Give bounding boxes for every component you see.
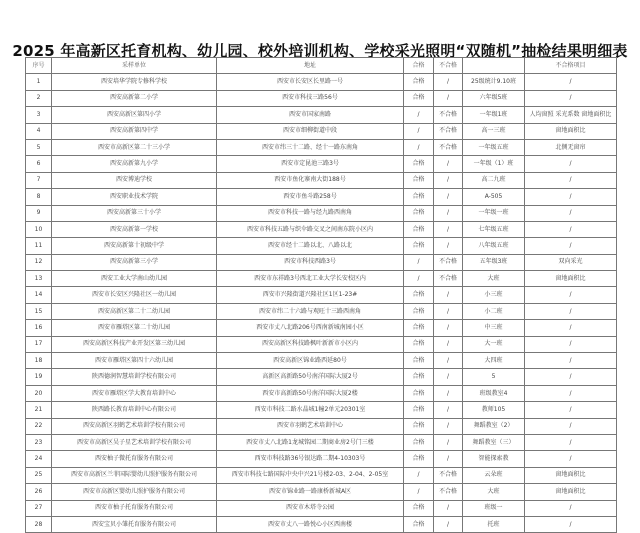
table-row <box>26 254 617 270</box>
address: 西安市定昆池三路3号 <box>217 156 404 172</box>
table-row <box>26 369 617 385</box>
sampling-unit: 西安高新第四中学 <box>52 123 217 139</box>
table-row <box>26 271 617 287</box>
fail-items: / <box>525 336 617 352</box>
sampling-location: 八年级五班 <box>463 238 525 254</box>
address: 西安市科技三路56号 <box>217 90 404 106</box>
address: 西安市科技五路与织伞路交叉之间南东院小区内 <box>217 221 404 237</box>
address: 西安市长安区长里路一号 <box>217 74 404 90</box>
sampling-unit: 西安培华学院专修科学校 <box>52 74 217 90</box>
pass-mark: 合格 <box>404 189 434 205</box>
pass-mark: 合格 <box>404 516 434 532</box>
row-number: 25 <box>26 467 52 483</box>
fail-items: / <box>525 418 617 434</box>
pass-mark: 合格 <box>404 353 434 369</box>
fail-mark: / <box>434 238 463 254</box>
sampling-unit: 西安市高新区婴幼儿照护服务有限公司 <box>52 484 217 500</box>
pass-mark: 合格 <box>404 385 434 401</box>
row-number: 20 <box>26 385 52 401</box>
row-number: 14 <box>26 287 52 303</box>
address: 高新区高新路50号南洋国际大厦2号 <box>217 369 404 385</box>
pass-mark: 合格 <box>404 451 434 467</box>
sampling-location: 小二班 <box>463 303 525 319</box>
header-address: 地址 <box>217 58 404 74</box>
sampling-unit: 西安高新第二小学 <box>52 90 217 106</box>
pass-mark: 合格 <box>404 287 434 303</box>
sampling-unit: 西安市雁塔区学大教育培训中心 <box>52 385 217 401</box>
table-row <box>26 320 617 336</box>
table-row <box>26 156 617 172</box>
sampling-unit: 陕西路长教育培训中心有限公司 <box>52 402 217 418</box>
fail-mark: / <box>434 320 463 336</box>
address: 西安市国家南路 <box>217 107 404 123</box>
sampling-location: 一年级五班 <box>463 139 525 155</box>
row-number: 12 <box>26 254 52 270</box>
row-number: 3 <box>26 107 52 123</box>
fail-mark: / <box>434 90 463 106</box>
sampling-location: 班级教室4 <box>463 385 525 401</box>
sampling-unit: 西安市雁塔区第四十六幼儿园 <box>52 353 217 369</box>
fail-items: 人均窗照 采光系数 窗地面积比 <box>525 107 617 123</box>
header-fail-items: 不合格项目 <box>525 58 617 74</box>
table-row <box>26 500 617 516</box>
row-number: 8 <box>26 189 52 205</box>
fail-items: / <box>525 172 617 188</box>
fail-items: / <box>525 353 617 369</box>
pass-mark: 合格 <box>404 238 434 254</box>
sampling-location: 五年级3班 <box>463 254 525 270</box>
pass-mark: 合格 <box>404 172 434 188</box>
fail-mark: / <box>434 353 463 369</box>
address: 西安市鱼化寨南大街188号 <box>217 172 404 188</box>
fail-items: / <box>525 205 617 221</box>
pass-mark: 合格 <box>404 74 434 90</box>
sampling-unit: 西安工业大学南山幼儿园 <box>52 271 217 287</box>
row-number: 11 <box>26 238 52 254</box>
address: 西安市鱼斗路258号 <box>217 189 404 205</box>
pass-mark: / <box>404 107 434 123</box>
fail-items: 北侧无窗帘 <box>525 139 617 155</box>
fail-items: / <box>525 500 617 516</box>
sampling-unit: 西安市高新区兰菲国际婴幼儿照护服务有限公司 <box>52 467 217 483</box>
header-no: 序号 <box>26 58 52 74</box>
row-number: 6 <box>26 156 52 172</box>
address: 西安高新区科技路枫叶新新市小区内 <box>217 336 404 352</box>
fail-items: / <box>525 189 617 205</box>
row-number: 4 <box>26 123 52 139</box>
fail-items: 窗地面积比 <box>525 271 617 287</box>
table-row <box>26 402 617 418</box>
row-number: 2 <box>26 90 52 106</box>
address: 西安市科技西路3号 <box>217 254 404 270</box>
pass-mark: / <box>404 139 434 155</box>
sampling-location: 舞蹈教室（三） <box>463 434 525 450</box>
sampling-unit: 西安市雁塔区第二十幼儿园 <box>52 320 217 336</box>
row-number: 10 <box>26 221 52 237</box>
address: 西安市丈八一路悦心小区西南楼 <box>217 516 404 532</box>
sampling-unit: 西安市高新区吴子星艺术培训学校有限公司 <box>52 434 217 450</box>
table-row <box>26 123 617 139</box>
sampling-unit: 西安柚子微托育服务有限公司 <box>52 451 217 467</box>
row-number: 24 <box>26 451 52 467</box>
address: 西安市科技二路水晶城1幢2单元20301室 <box>217 402 404 418</box>
table-row <box>26 139 617 155</box>
pass-mark: 合格 <box>404 500 434 516</box>
fail-items: / <box>525 402 617 418</box>
pass-mark: 合格 <box>404 336 434 352</box>
fail-mark: / <box>434 74 463 90</box>
table-row <box>26 107 617 123</box>
address: 西安市锦业路一路康桥新城A区 <box>217 484 404 500</box>
table-row <box>26 238 617 254</box>
table-header-row <box>26 58 617 74</box>
sampling-unit: 西安高新第三小学 <box>52 254 217 270</box>
row-number: 1 <box>26 74 52 90</box>
fail-mark: 不合格 <box>434 484 463 500</box>
row-number: 15 <box>26 303 52 319</box>
fail-mark: / <box>434 369 463 385</box>
row-number: 9 <box>26 205 52 221</box>
fail-items: / <box>525 369 617 385</box>
sampling-location: 中三班 <box>463 320 525 336</box>
fail-mark: / <box>434 418 463 434</box>
header-fail: 不合格 <box>434 58 463 74</box>
sampling-unit: 西安高新第一学校 <box>52 221 217 237</box>
row-number: 18 <box>26 353 52 369</box>
table-row <box>26 90 617 106</box>
pass-mark: 合格 <box>404 90 434 106</box>
row-number: 7 <box>26 172 52 188</box>
row-number: 5 <box>26 139 52 155</box>
sampling-location: 教师105 <box>463 402 525 418</box>
address: 西安高新区锦业路西延80号 <box>217 353 404 369</box>
row-number: 26 <box>26 484 52 500</box>
table-row <box>26 189 617 205</box>
fail-mark: / <box>434 189 463 205</box>
fail-mark: / <box>434 434 463 450</box>
row-number: 17 <box>26 336 52 352</box>
fail-mark: / <box>434 221 463 237</box>
row-number: 13 <box>26 271 52 287</box>
sampling-unit: 西安市长安区兴隆社区一幼儿园 <box>52 287 217 303</box>
fail-items: / <box>525 303 617 319</box>
table-row <box>26 172 617 188</box>
fail-items: / <box>525 451 617 467</box>
fail-items: / <box>525 287 617 303</box>
sampling-location: 舞蹈教室（2） <box>463 418 525 434</box>
pass-mark: 合格 <box>404 205 434 221</box>
table-row <box>26 336 617 352</box>
fail-items: 窗地面积比 <box>525 467 617 483</box>
fail-mark: / <box>434 287 463 303</box>
pass-mark: 合格 <box>404 320 434 336</box>
fail-mark: 不合格 <box>434 271 463 287</box>
table-row <box>26 287 617 303</box>
address: 西安市纬二十六路与观旺十三路西南角 <box>217 303 404 319</box>
sampling-unit: 西安高新区羽鹤艺术培训学校有限公司 <box>52 418 217 434</box>
address: 西安市木塔寺公园 <box>217 500 404 516</box>
sampling-unit: 西安宝贝小雏托育服务有限公司 <box>52 516 217 532</box>
sampling-unit: 西安高新区第二十二幼儿园 <box>52 303 217 319</box>
table-row <box>26 74 617 90</box>
fail-mark: 不合格 <box>434 139 463 155</box>
fail-mark: / <box>434 205 463 221</box>
row-number: 27 <box>26 500 52 516</box>
sampling-location: 大四班 <box>463 353 525 369</box>
fail-items: / <box>525 434 617 450</box>
row-number: 22 <box>26 418 52 434</box>
header-pass: 合格 <box>404 58 434 74</box>
sampling-location: 大班 <box>463 271 525 287</box>
pass-mark: 合格 <box>404 402 434 418</box>
fail-mark: / <box>434 336 463 352</box>
pass-mark: / <box>404 467 434 483</box>
sampling-unit: 西安市高新区第二十三小学 <box>52 139 217 155</box>
sampling-location: 智能探索教 <box>463 451 525 467</box>
fail-mark: 不合格 <box>434 467 463 483</box>
address: 西安市羽鹤艺术培训中心 <box>217 418 404 434</box>
pass-mark: / <box>404 123 434 139</box>
row-number: 28 <box>26 516 52 532</box>
pass-mark: / <box>404 254 434 270</box>
fail-items: 双向采光 <box>525 254 617 270</box>
table-row <box>26 221 617 237</box>
row-number: 16 <box>26 320 52 336</box>
sampling-unit: 西安高新第三十小学 <box>52 205 217 221</box>
fail-items: / <box>525 238 617 254</box>
sampling-location: 托班 <box>463 516 525 532</box>
fail-items: 窗地面积比 <box>525 484 617 500</box>
address: 西安市东祥路3号西北工业大学长安校区内 <box>217 271 404 287</box>
table-row <box>26 353 617 369</box>
fail-mark: / <box>434 172 463 188</box>
sampling-location: 七年级五班 <box>463 221 525 237</box>
table-row <box>26 484 617 500</box>
address: 西安市科技一路与经九路西南角 <box>217 205 404 221</box>
fail-mark: / <box>434 156 463 172</box>
address: 西安市兴隆街道兴隆社区1区1-23# <box>217 287 404 303</box>
sampling-unit: 西安高新第十初级中学 <box>52 238 217 254</box>
row-number: 21 <box>26 402 52 418</box>
table-row <box>26 303 617 319</box>
address: 西安市纬三十二路、经十一路东南角 <box>217 139 404 155</box>
fail-items: / <box>525 156 617 172</box>
fail-mark: / <box>434 500 463 516</box>
fail-items: / <box>525 74 617 90</box>
sampling-location: 小三班 <box>463 287 525 303</box>
sampling-unit: 西安高新区第四小学 <box>52 107 217 123</box>
pass-mark: 合格 <box>404 418 434 434</box>
fail-items: 窗地面积比 <box>525 123 617 139</box>
row-number: 23 <box>26 434 52 450</box>
fail-items: / <box>525 221 617 237</box>
sampling-location: A-505 <box>463 189 525 205</box>
sampling-location: 大一班 <box>463 336 525 352</box>
address: 西安市科技七路国际中央中兴21号楼2-03、2-04、2-05室 <box>217 467 404 483</box>
header-location <box>463 58 525 74</box>
sampling-unit: 陕西德润智慧培训学校有限公司 <box>52 369 217 385</box>
results-table <box>25 57 617 533</box>
table-row <box>26 418 617 434</box>
pass-mark: 合格 <box>404 156 434 172</box>
sampling-location: 一年级1班 <box>463 107 525 123</box>
address: 西安市细柳街道中段 <box>217 123 404 139</box>
sampling-location: 高二九班 <box>463 172 525 188</box>
fail-mark: / <box>434 303 463 319</box>
sampling-location: 班级一 <box>463 500 525 516</box>
pass-mark: / <box>404 271 434 287</box>
page-title: 2025 年高新区托育机构、幼儿园、校外培训机构、学校采光照明“双随机”抽检结果明细表 <box>12 42 628 60</box>
header-unit: 采样单位 <box>52 58 217 74</box>
pass-mark: 合格 <box>404 221 434 237</box>
pass-mark: 合格 <box>404 303 434 319</box>
sampling-unit: 西安市柚子托育服务有限公司 <box>52 500 217 516</box>
address: 西安市丈八北路1龙城铭园二期商业房2号门三楼 <box>217 434 404 450</box>
row-number: 19 <box>26 369 52 385</box>
address: 西安市丈八北路206号西南新城南园小区 <box>217 320 404 336</box>
pass-mark: 合格 <box>404 434 434 450</box>
fail-mark: / <box>434 385 463 401</box>
sampling-unit: 西安博迪学校 <box>52 172 217 188</box>
sampling-unit: 西安职业技术学院 <box>52 189 217 205</box>
address: 西安市经十二路以北、八路以北 <box>217 238 404 254</box>
sampling-location: 大班 <box>463 484 525 500</box>
sampling-location: 六年级5班 <box>463 90 525 106</box>
sampling-location: 高一三班 <box>463 123 525 139</box>
table-row <box>26 205 617 221</box>
sampling-location: 云朵班 <box>463 467 525 483</box>
table-row <box>26 385 617 401</box>
fail-mark: 不合格 <box>434 123 463 139</box>
table-row <box>26 451 617 467</box>
fail-items: / <box>525 516 617 532</box>
address: 西安市高新路50号南洋国际大厦2楼 <box>217 385 404 401</box>
fail-mark: / <box>434 451 463 467</box>
fail-mark: / <box>434 402 463 418</box>
pass-mark: / <box>404 484 434 500</box>
sampling-unit: 西安高新第九小学 <box>52 156 217 172</box>
fail-items: / <box>525 385 617 401</box>
fail-items: / <box>525 90 617 106</box>
fail-mark: 不合格 <box>434 254 463 270</box>
sampling-unit: 西安高新区科技产业开发区第三幼儿园 <box>52 336 217 352</box>
fail-items: / <box>525 320 617 336</box>
table-row <box>26 434 617 450</box>
sampling-location: 一年级（1）班 <box>463 156 525 172</box>
sampling-location: 一年级一班 <box>463 205 525 221</box>
sampling-location: 5 <box>463 369 525 385</box>
pass-mark: 合格 <box>404 369 434 385</box>
sampling-location: 25级统计9.10班 <box>463 74 525 90</box>
fail-mark: 不合格 <box>434 107 463 123</box>
fail-mark: / <box>434 516 463 532</box>
table-row <box>26 467 617 483</box>
address: 西安市科技路36号银达路二期4-10303号 <box>217 451 404 467</box>
